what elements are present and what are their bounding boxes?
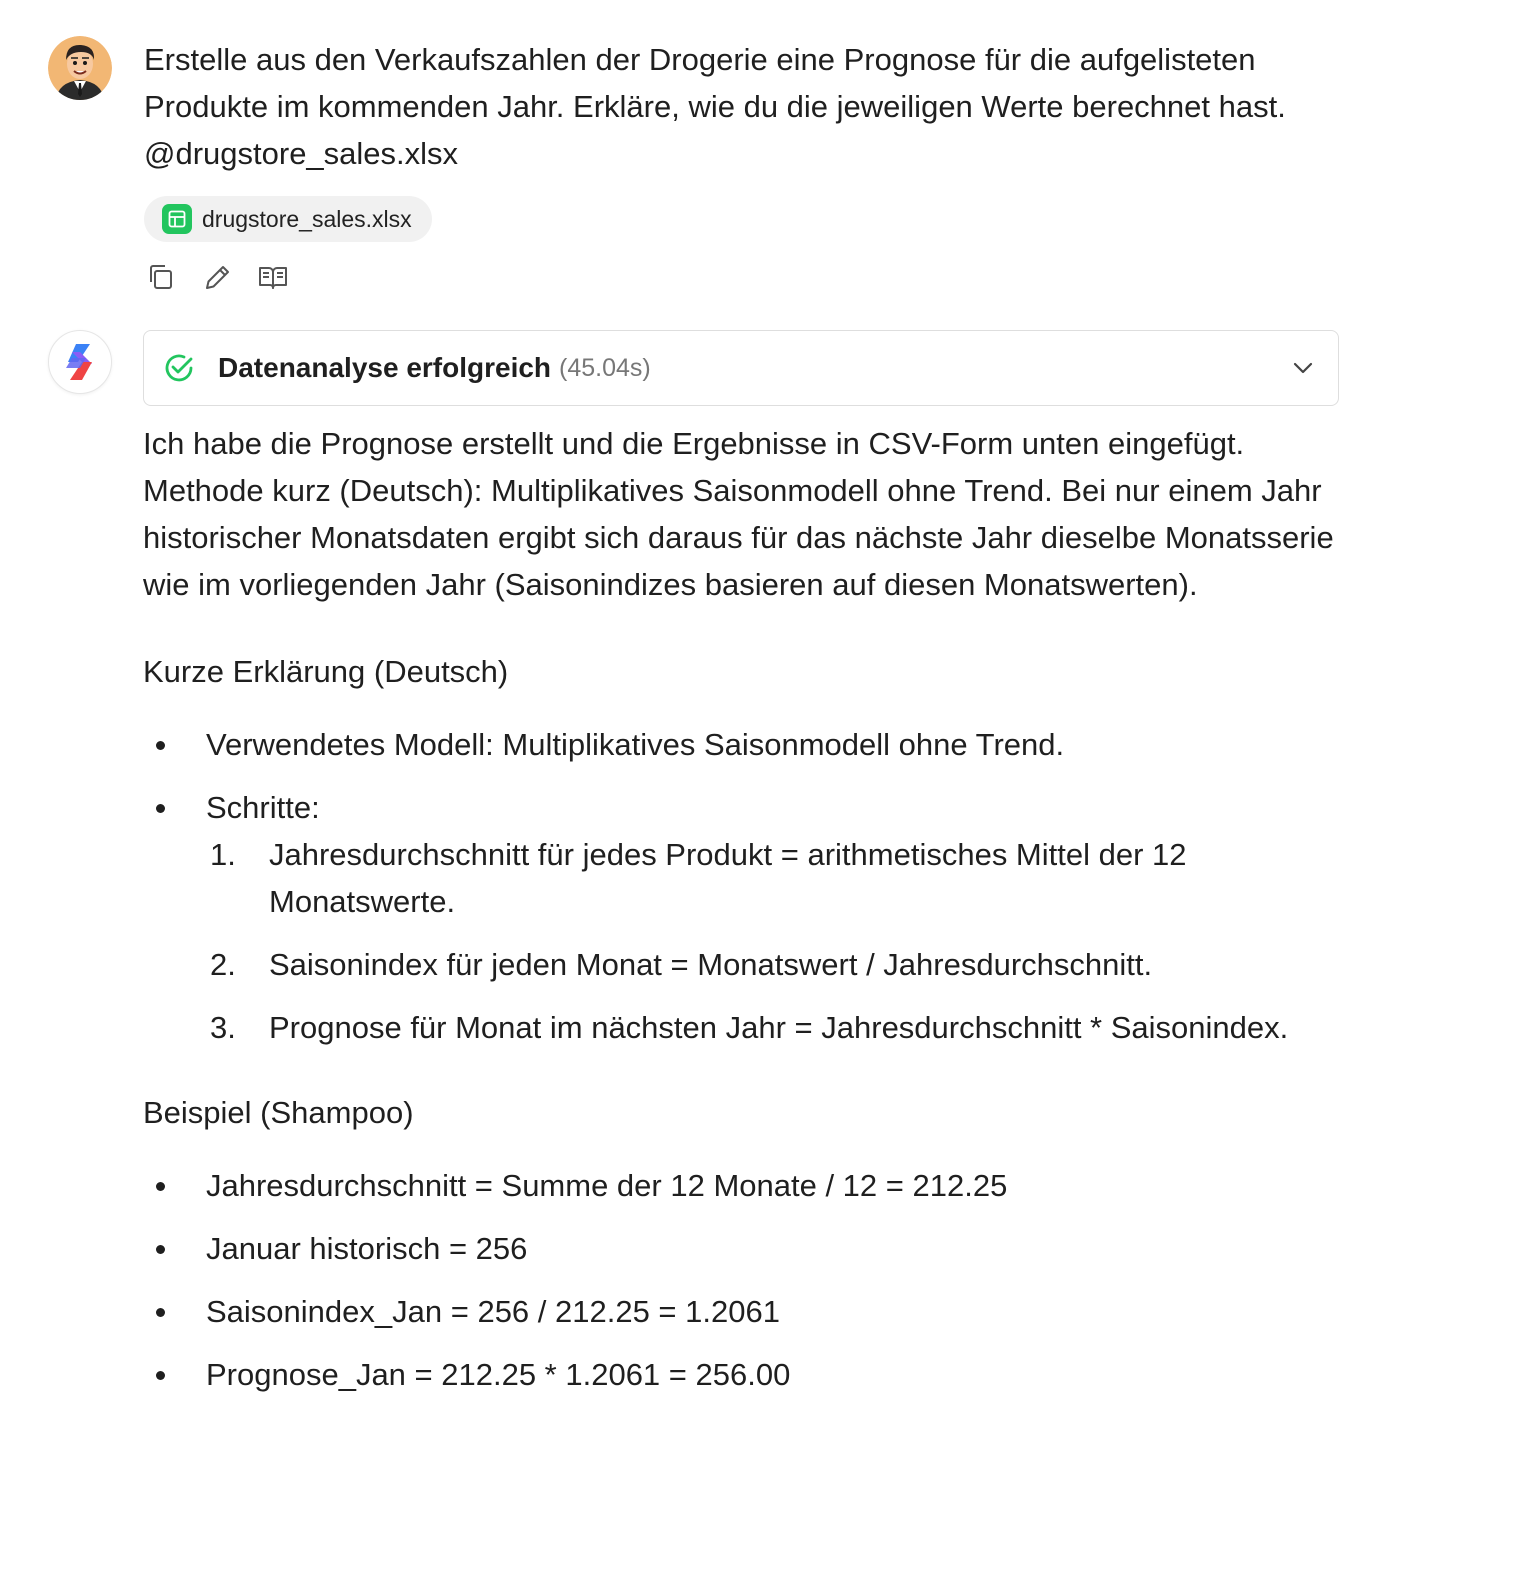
step-text: Jahresdurchschnitt für jedes Produkt = arithmetisches Mittel der 12 Monatswerte.: [269, 837, 1187, 919]
step-text: Prognose für Monat im nächsten Jahr = Jahresdurchschnitt * Saisonindex.: [269, 1010, 1289, 1045]
user-avatar[interactable]: [48, 36, 112, 100]
copy-icon[interactable]: [144, 260, 178, 294]
user-message-text: Erstelle aus den Verkaufszahlen der Drogerie eine Prognose für die aufgelisteten Produkte im kommenden Jahr. Erkläre, wie du die jeweiligen Werte berechnet hast. @drugstore_sales.xlsx: [144, 42, 1295, 171]
step-item: [206, 941, 1343, 988]
assistant-avatar: [48, 330, 112, 394]
explanation-list: [143, 721, 1343, 1051]
section-heading-example: Beispiel (Shampoo): [143, 1095, 414, 1130]
example-text: Jahresdurchschnitt = Summe der 12 Monate / 12 = 212.25: [206, 1168, 1008, 1203]
example-text: Saisonindex_Jan = 256 / 212.25 = 1.2061: [206, 1294, 780, 1329]
example-list: [143, 1162, 1343, 1398]
step-number: 2.: [210, 947, 236, 982]
steps-label: Schritte:: [206, 790, 320, 825]
step-number: 3.: [210, 1010, 236, 1045]
analysis-status-title: Datenanalyse erfolgreich: [218, 352, 552, 383]
model-bullet-text: Verwendetes Modell: Multiplikatives Saisonmodell ohne Trend.: [206, 727, 1065, 762]
list-item: [143, 721, 1343, 768]
read-aloud-icon[interactable]: [256, 260, 290, 294]
step-item: [206, 1004, 1343, 1051]
analysis-status-panel[interactable]: [143, 330, 1339, 406]
list-item: [143, 1288, 1343, 1335]
chevron-down-icon[interactable]: [1290, 355, 1316, 381]
list-item: [143, 1351, 1343, 1398]
answer-intro: Ich habe die Prognose erstellt und die Ergebnisse in CSV-Form unten eingefügt. Methode kurz (Deutsch): Multiplikatives Saisonmodell ohne Trend. Bei nur einem Jahr historischer Monatsdaten ergibt sich daraus für das nächste Jahr dieselbe Monatsserie wie im vorliegenden Jahr (Saisonindizes basieren auf diesen Monatswerten).: [143, 426, 1334, 602]
user-message-content: [144, 36, 1354, 232]
list-item: [143, 1225, 1343, 1272]
edit-icon[interactable]: [200, 260, 234, 294]
assistant-answer: [143, 420, 1343, 1414]
analysis-duration: (45.04s): [559, 353, 651, 382]
example-text: Januar historisch = 256: [206, 1231, 528, 1266]
spreadsheet-icon: [162, 204, 192, 234]
step-item: [206, 831, 1343, 925]
step-text: Saisonindex für jeden Monat = Monatswert / Jahresdurchschnitt.: [269, 947, 1153, 982]
attachment-chip[interactable]: [144, 196, 432, 242]
message-actions: [144, 260, 290, 294]
example-text: Prognose_Jan = 212.25 * 1.2061 = 256.00: [206, 1357, 791, 1392]
step-number: 1.: [210, 837, 236, 872]
section-heading-explanation: Kurze Erklärung (Deutsch): [143, 654, 509, 689]
steps-list: [206, 831, 1343, 1051]
attachment-filename: drugstore_sales.xlsx: [202, 205, 412, 232]
assistant-logo-icon: [58, 340, 102, 384]
list-item: [143, 784, 1343, 1051]
list-item: [143, 1162, 1343, 1209]
check-circle-icon: [162, 351, 196, 385]
